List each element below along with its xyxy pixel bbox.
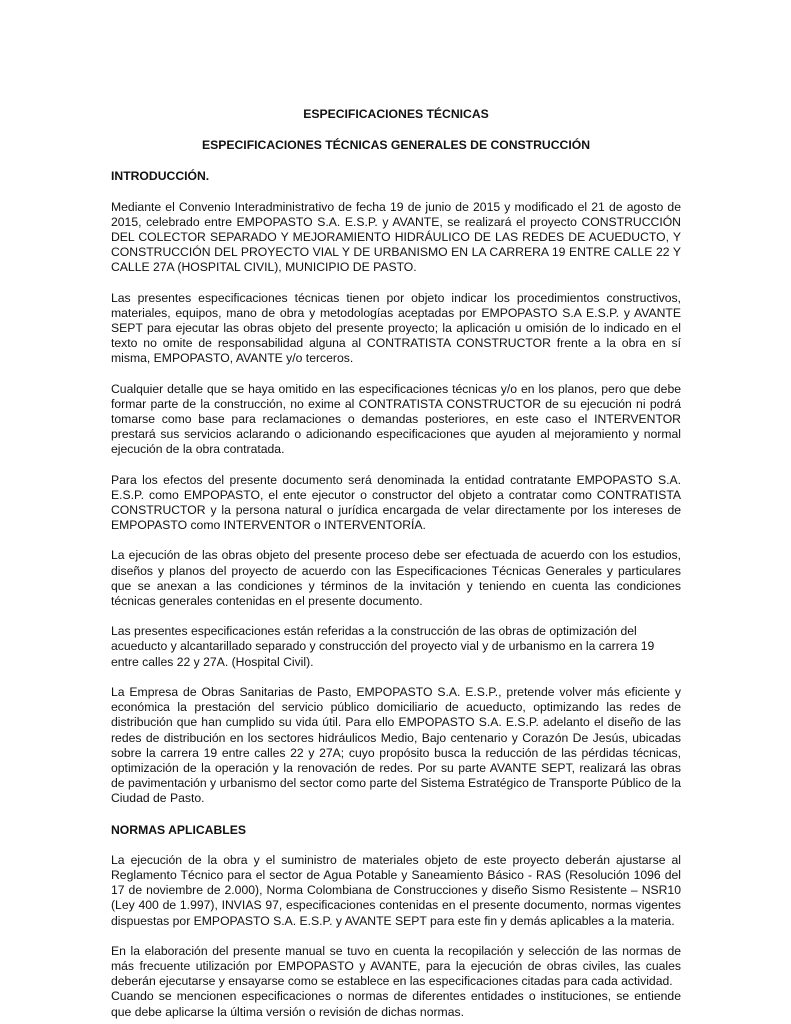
intro-paragraph: Cualquier detalle que se haya omitido en las especificaciones técnicas y/o en los planos, pero que debe formar parte de la construcción, no exime al CONTRATISTA CONSTRUCTOR de su ejecución ni podrá tomarse como base para reclamaciones o demandas posteriores, en este caso el INTERVENTOR prestará sus servicios aclarando o adicionando especificaciones que ayuden al mejoramiento y normal ejecución de la obra contratada. [111,381,681,457]
intro-paragraph: Para los efectos del presente documento será denominada la entidad contratante EMPOPASTO S.A. E.S.P. como EMPOPASTO, el ente ejecutor o constructor del objeto a contratar como CONTRATISTA CONSTRUCTOR y la persona natural o jurídica encargada de velar directamente por los intereses de EMPOPASTO como INTERVENTOR o INTERVENTORÍA. [111,472,681,533]
intro-paragraph: Mediante el Convenio Interadministrativo de fecha 19 de junio de 2015 y modificado el 21 de agosto de 2015, celebrado entre EMPOPASTO S.A. E.S.P. y AVANTE, se realizará el proyecto CONSTRUCCIÓN DEL COLECTOR SEPARADO Y MEJORAMIENTO HIDRÁULICO DE LAS REDES DE ACUEDUCTO, Y CONSTRUCCIÓN DEL PROYECTO VIAL Y DE URBANISMO EN LA CARRERA 19 ENTRE CALLE 22 Y CALLE 27A (HOSPITAL CIVIL), MUNICIPIO DE PASTO. [111,199,681,275]
intro-paragraph: Las presentes especificaciones técnicas tienen por objeto indicar los procedimientos constructivos, materiales, equipos, mano de obra y metodologías aceptadas por EMPOPASTO S.A E.S.P. y AVANTE SEPT para ejecutar las obras objeto del presente proyecto; la aplicación u omisión de lo indicado en el texto no omite de responsabilidad alguna al CONTRATISTA CONSTRUCTOR frente a la obra en sí misma, EMPOPASTO, AVANTE y/o terceros. [111,290,681,366]
normas-paragraph: Cuando se mencionen especificaciones o normas de diferentes entidades o instituciones, se entiende que debe aplicarse la última versión o revisión de dichas normas. [111,989,681,1019]
document-title: ESPECIFICACIONES TÉCNICAS [303,107,489,121]
intro-heading: INTRODUCCIÓN. [111,169,210,184]
document-body [111,107,681,1020]
normas-heading: NORMAS APLICABLES [111,822,246,837]
intro-paragraph: La Empresa de Obras Sanitarias de Pasto, EMPOPASTO S.A. E.S.P., pretende volver más eficiente y económica la prestación del servicio público domiciliario de acueducto, optimizando las redes de distribución que han cumplido su vida útil. Para ello EMPOPASTO S.A. E.S.P. adelanto el diseño de las redes de distribución en los sectores hidráulicos Medio, Bajo centenario y Corazón De Jesús, ubicadas sobre la carrera 19 entre calles 22 y 27A; cuyo propósito busca la reducción de las pérdidas técnicas, optimización de la operación y la renovación de redes. Por su parte AVANTE SEPT, realizará las obras de pavimentación y urbanismo del sector como parte del Sistema Estratégico de Transporte Público de la Ciudad de Pasto. [111,684,681,806]
document-subtitle: ESPECIFICACIONES TÉCNICAS GENERALES DE CONSTRUCCIÓN [201,138,590,153]
intro-paragraph: Las presentes especificaciones están referidas a la construcción de las obras de optimización del acueducto y alcantarillado separado y construcción del proyecto vial y de urbanismo en la carrera 19 entre calles 22 y 27A. (Hospital Civil). [111,624,655,669]
intro-paragraph: La ejecución de las obras objeto del presente proceso debe ser efectuada de acuerdo con los estudios, diseños y planos del proyecto de acuerdo con las Especificaciones Técnicas Generales y particulares que se anexan a las condiciones y términos de la invitación y teniendo en cuenta las condiciones técnicas generales contenidas en el presente documento. [111,548,681,609]
normas-paragraph: En la elaboración del presente manual se tuvo en cuenta la recopilación y selección de las normas de más frecuente utilización por EMPOPASTO y AVANTE, para la ejecución de obras civiles, las cuales deberán ejecutarse y ensayarse como se establece en las especificaciones citadas para cada actividad. [111,943,681,989]
normas-paragraph: La ejecución de la obra y el suministro de materiales objeto de este proyecto deberán ajustarse al Reglamento Técnico para el sector de Agua Potable y Saneamiento Básico - RAS (Resolución 1096 del 17 de noviembre de 2.000), Norma Colombiana de Construcciones y diseño Sismo Resistente – NSR10 (Ley 400 de 1.997), INVIAS 97, especificaciones contenidas en el presente documento, normas vigentes dispuestas por EMPOPASTO S.A. E.S.P. y AVANTE SEPT para este fin y demás aplicables a la materia. [111,852,681,928]
